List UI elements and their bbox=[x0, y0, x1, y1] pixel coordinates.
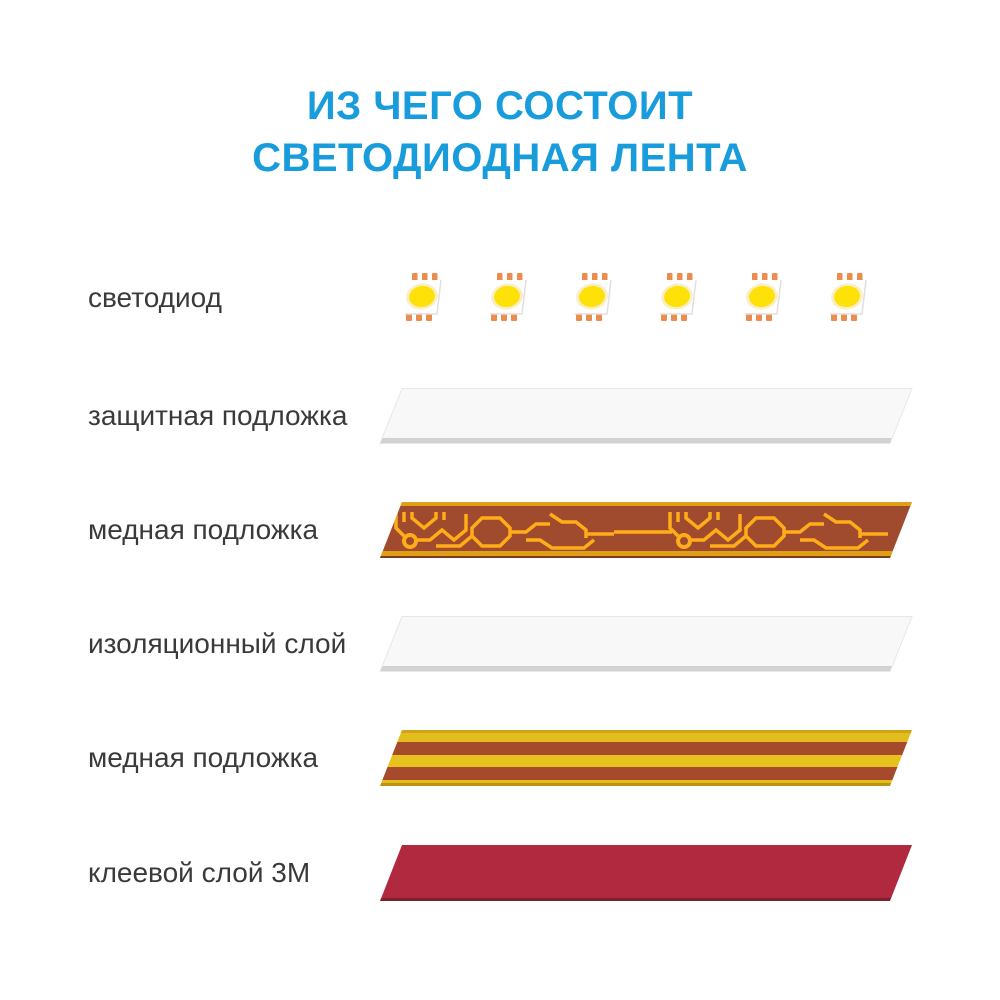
led-chip-icon bbox=[822, 270, 870, 324]
layer-label-copper-circuit: медная подложка bbox=[88, 514, 319, 545]
title-line-1: ИЗ ЧЕГО СОСТОИТ bbox=[306, 84, 694, 128]
led-chip-icon bbox=[737, 270, 785, 324]
layer-label-copper: медная подложка bbox=[88, 742, 319, 773]
layer-label-protective: защитная подложка bbox=[88, 400, 348, 431]
title-line-2: СВЕТОДИОДНАЯ ЛЕНТА bbox=[252, 136, 748, 180]
adhesive-layer-strip bbox=[378, 845, 914, 901]
copper-circuit-strip bbox=[378, 502, 914, 558]
layer-label-adhesive: клеевой слой 3М bbox=[88, 857, 311, 888]
insulation-layer-strip bbox=[378, 616, 914, 672]
led-chip-icon bbox=[482, 270, 530, 324]
led-chip-icon bbox=[652, 270, 700, 324]
page-title bbox=[0, 80, 1000, 184]
protective-layer-strip bbox=[378, 388, 914, 444]
led-chip-icon bbox=[397, 270, 445, 324]
copper-layer-strip bbox=[378, 730, 914, 786]
led-chip-icon bbox=[567, 270, 615, 324]
layer-label-led: светодиод bbox=[88, 282, 222, 313]
layer-label-insulation: изоляционный слой bbox=[88, 628, 347, 659]
